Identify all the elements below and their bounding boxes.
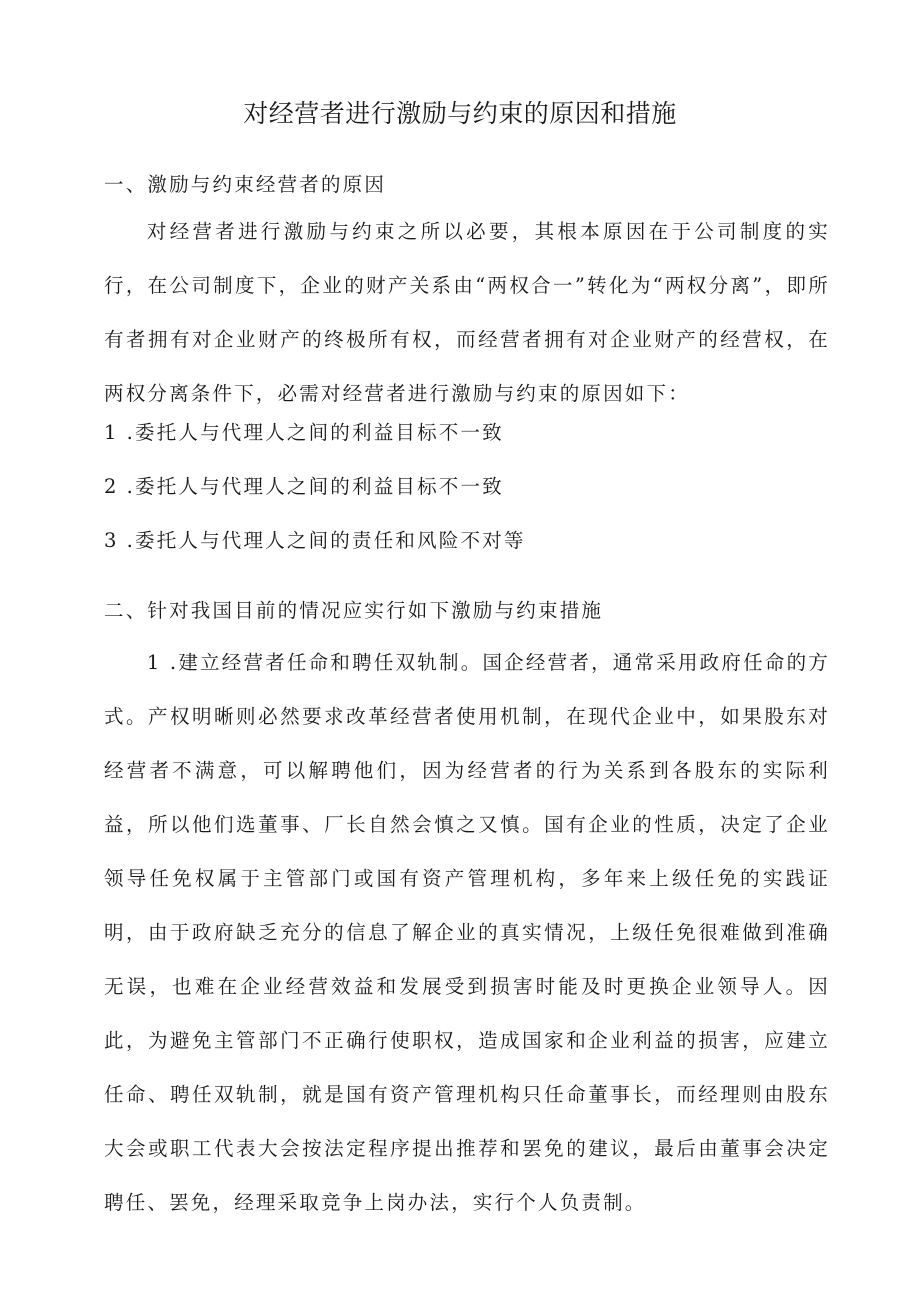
section-1-paragraph: 对经营者进行激励与约束之所以必要，其根本原因在于公司制度的实行，在公司制度下，企业的财产关系由“两权合一”转化为“两权分离”，即所有者拥有对企业财产的终极所有权，而经营者拥有对企业财产的经营权，在两权分离条件下，必需对经营者进行激励与约束的原因如下：: [104, 220, 830, 405]
list-item-2: [104, 472, 834, 502]
list-item-1: [104, 418, 834, 448]
section-1-heading: 一、激励与约束经营者的原因: [104, 173, 387, 196]
list-item-number: 2: [104, 475, 119, 498]
list-item-3: [104, 526, 834, 556]
list-item-text: .委托人与代理人之间的利益目标不一致: [126, 475, 504, 498]
list-item-number: 1: [104, 421, 119, 444]
section-2-paragraph: 1 .建立经营者任命和聘任双轨制。国企经营者，通常采用政府任命的方式。产权明晰则必然要求改革经营者使用机制，在现代企业中，如果股东对经营者不满意，可以解聘他们，因为经营者的行为关系到各股东的实际利益，所以他们选董事、厂长自然会慎之又慎。国有企业的性质，决定了企业领导任免权属于主管部门或国有资产管理机构，多年来上级任免的实践证明，由于政府缺乏充分的信息了解企业的真实情况，上级任免很难做到准确无误，也难在企业经营效益和发展受到损害时能及时更换企业领导人。因此，为避免主管部门不正确行使职权，造成国家和企业利益的损害，应建立任命、聘任双轨制，就是国有资产管理机构只任命董事长，而经理则由股东大会或职工代表大会按法定程序提出推荐和罢免的建议，最后由董事会决定聘任、罢免，经理采取竞争上岗办法，实行个人负责制。: [104, 651, 830, 1214]
section-2-heading: 二、针对我国目前的情况应实行如下激励与约束措施: [104, 599, 604, 622]
document-title: 对经营者进行激励与约束的原因和措施: [243, 99, 677, 128]
list-item-number: 3: [104, 529, 119, 552]
list-item-text: .委托人与代理人之间的利益目标不一致: [126, 421, 504, 444]
list-item-text: .委托人与代理人之间的责任和风险不对等: [126, 529, 526, 552]
